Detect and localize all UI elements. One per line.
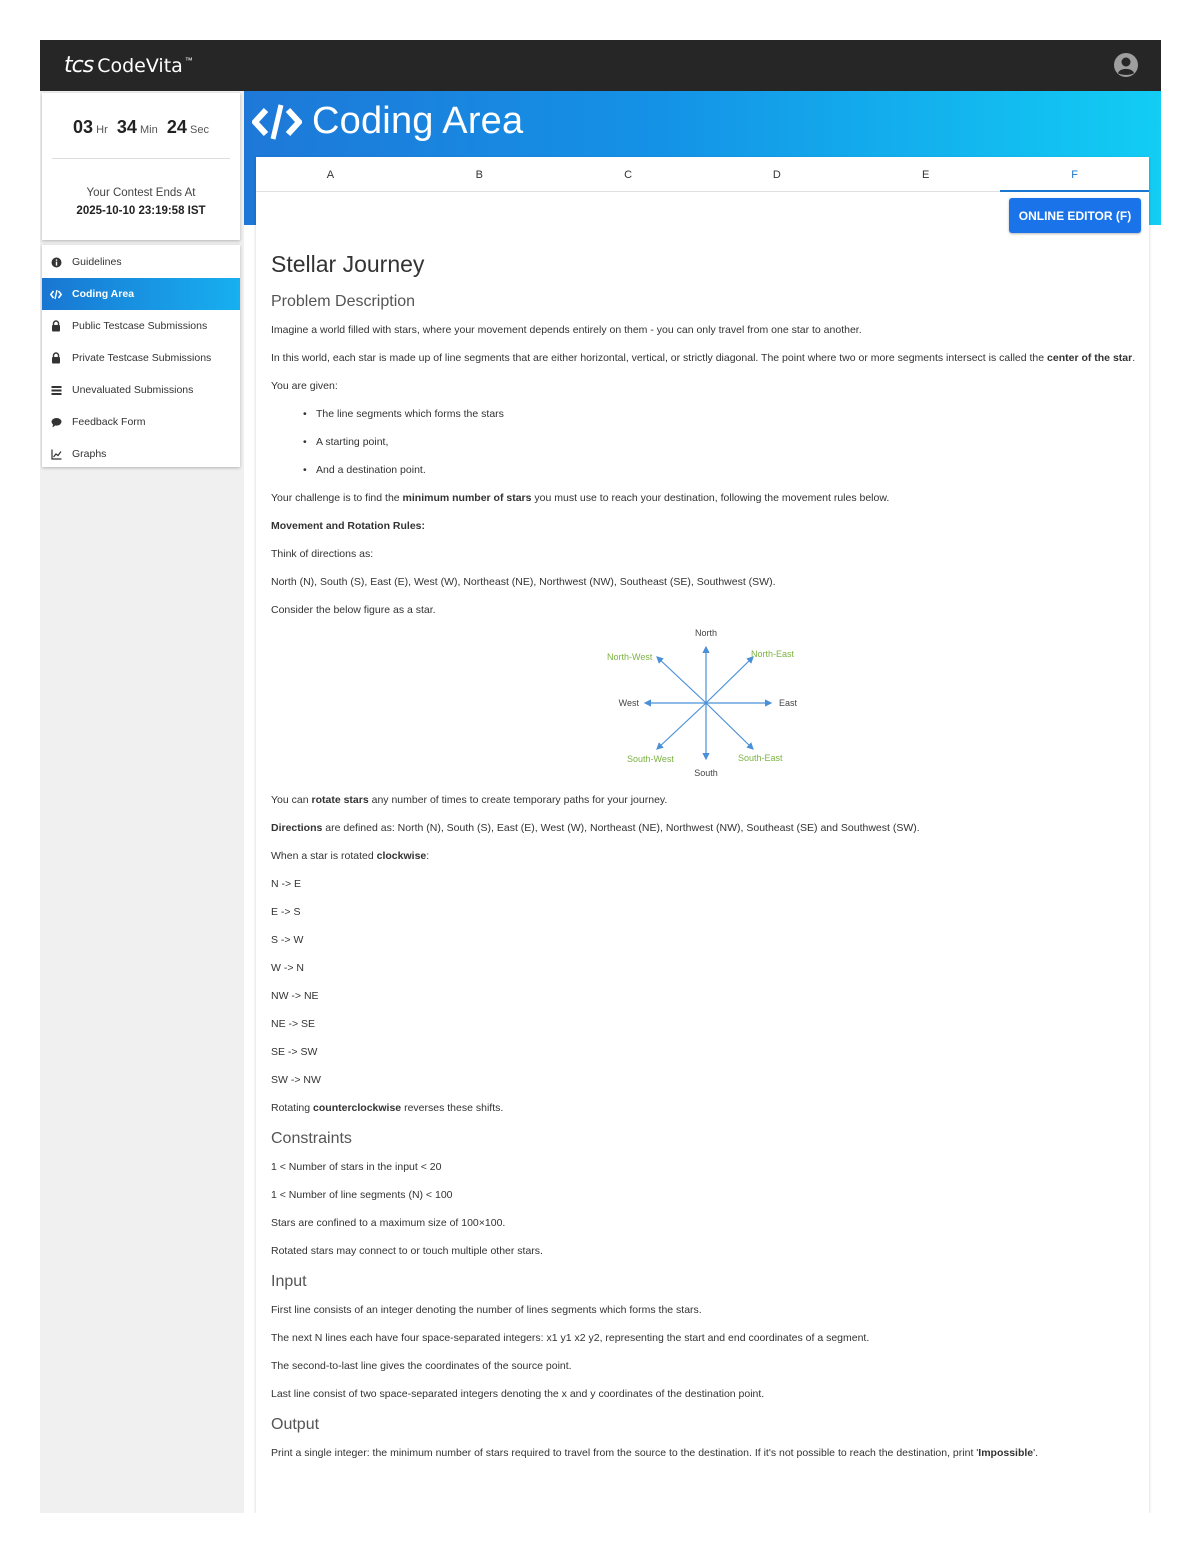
paragraph: In this world, each star is made up of line segments that are either horizontal, vertical, or strictly diagonal. The point where two or more segments intersect is called the center of the star. bbox=[271, 352, 1136, 364]
timer-divider bbox=[52, 158, 230, 159]
star-arm-north-east bbox=[706, 657, 753, 703]
list-item: • And a destination point. bbox=[316, 463, 1141, 477]
output-description: Print a single integer: the minimum number of stars required to travel from the source to the destination. If it's not possible to reach the destination, print 'Impossible'. bbox=[271, 1447, 1039, 1459]
sidebar-item-label: Guidelines bbox=[72, 256, 122, 268]
problem-card bbox=[256, 157, 1149, 1513]
tab-e[interactable]: E bbox=[922, 169, 930, 181]
rotation-rule: SE -> SW bbox=[271, 1046, 318, 1058]
logo-trademark: ™ bbox=[184, 56, 193, 65]
page-title-text: Coding Area bbox=[312, 100, 524, 142]
timer-seconds-unit: Sec bbox=[190, 124, 209, 136]
code-icon bbox=[252, 101, 302, 143]
info-icon bbox=[50, 256, 62, 268]
star-arm-south-west bbox=[657, 703, 706, 749]
lock-icon bbox=[50, 320, 62, 332]
tab-a[interactable]: A bbox=[326, 169, 335, 181]
paragraph: Consider the below figure as a star. bbox=[271, 604, 436, 616]
list-item: • The line segments which forms the stars bbox=[316, 407, 1141, 421]
timer-minutes: 34 bbox=[116, 117, 137, 137]
paragraph: North (N), South (S), East (E), West (W), Northeast (NE), Northwest (NW), Southeast (SE), Southwest (SW). bbox=[271, 576, 776, 588]
sidebar-item-unevaluated-submissions[interactable] bbox=[42, 374, 240, 406]
input-item: The second-to-last line gives the coordinates of the source point. bbox=[271, 1360, 572, 1372]
sidebar-item-coding-area[interactable] bbox=[42, 278, 240, 310]
label-south-west: South-West bbox=[627, 754, 674, 764]
tab-f[interactable]: F bbox=[1000, 157, 1149, 191]
given-list bbox=[271, 407, 1141, 477]
paragraph: Rotating counterclockwise reverses these shifts. bbox=[271, 1102, 504, 1114]
left-column bbox=[40, 91, 242, 1513]
label-east: East bbox=[779, 698, 798, 708]
logo-name: CodeVita bbox=[97, 55, 183, 77]
lock-icon bbox=[50, 352, 62, 364]
paragraph: You can rotate stars any number of times to create temporary paths for your journey. bbox=[271, 794, 668, 806]
rules-heading: Movement and Rotation Rules: bbox=[271, 520, 426, 532]
timer-seconds: 24 bbox=[166, 117, 187, 137]
paragraph: Directions are defined as: North (N), South (S), East (E), West (W), Northeast (NE), Northwest (NW), Southeast (SE) and Southwest (SW). bbox=[271, 822, 920, 834]
sidebar-item-public-testcase-submissions[interactable] bbox=[42, 310, 240, 342]
chat-icon bbox=[50, 416, 62, 428]
rotation-rule: W -> N bbox=[271, 962, 304, 974]
rotation-rule: SW -> NW bbox=[271, 1074, 321, 1086]
paragraph: Imagine a world filled with stars, where your movement depends entirely on them - you can only travel from one star to another. bbox=[271, 324, 862, 336]
user-account-icon[interactable] bbox=[1113, 52, 1139, 78]
paragraph: Your challenge is to find the minimum number of stars you must use to reach your destination, following the movement rules below. bbox=[271, 492, 890, 504]
chart-icon bbox=[50, 448, 62, 460]
label-north-west: North-West bbox=[607, 652, 653, 662]
sidebar-item-label: Feedback Form bbox=[72, 416, 146, 428]
top-bar bbox=[40, 40, 1161, 91]
problem-description-heading: Problem Description bbox=[271, 293, 416, 310]
paragraph: You are given: bbox=[271, 380, 338, 392]
sidebar-item-graphs[interactable] bbox=[42, 438, 240, 470]
page-title bbox=[252, 100, 523, 143]
sidebar-nav bbox=[42, 245, 240, 467]
label-south: South bbox=[694, 768, 718, 778]
code-icon bbox=[50, 288, 62, 300]
timer-card bbox=[42, 93, 240, 240]
constraint-item: Rotated stars may connect to or touch multiple other stars. bbox=[271, 1245, 543, 1257]
sidebar-item-feedback-form[interactable] bbox=[42, 406, 240, 438]
paragraph: Think of directions as: bbox=[271, 548, 374, 560]
timer-minutes-unit: Min bbox=[140, 124, 158, 136]
list-item: • A starting point, bbox=[316, 435, 1141, 449]
star-arm-north-west bbox=[657, 657, 706, 703]
rotation-rule: NE -> SE bbox=[271, 1018, 316, 1030]
constraints-heading: Constraints bbox=[271, 1130, 352, 1147]
input-item: First line consists of an integer denoting the number of lines segments which forms the stars. bbox=[271, 1304, 702, 1316]
contest-end-info bbox=[42, 184, 240, 220]
sidebar-item-label: Private Testcase Submissions bbox=[72, 352, 212, 364]
problem-tabs bbox=[256, 157, 1149, 192]
sidebar-item-private-testcase-submissions[interactable] bbox=[42, 342, 240, 374]
app-frame bbox=[40, 40, 1161, 1513]
star-arm-south-east bbox=[706, 703, 753, 749]
label-north: North bbox=[694, 628, 718, 638]
label-south-east: South-East bbox=[738, 753, 783, 763]
tab-d[interactable]: D bbox=[772, 169, 781, 181]
timer-hours: 03 bbox=[73, 117, 94, 137]
sidebar-item-label: Unevaluated Submissions bbox=[72, 384, 194, 396]
input-item: The next N lines each have four space-separated integers: x1 y1 x2 y2, representing the start and end coordinates of a segment. bbox=[271, 1332, 870, 1344]
input-heading: Input bbox=[271, 1273, 307, 1290]
constraint-item: 1 < Number of line segments (N) < 100 bbox=[271, 1189, 453, 1201]
online-editor-button[interactable]: ONLINE EDITOR (F) bbox=[1009, 198, 1141, 233]
rotation-rule: NW -> NE bbox=[271, 990, 319, 1002]
tab-c[interactable]: C bbox=[624, 169, 633, 181]
contest-ends-datetime: 2025-10-10 23:19:58 IST bbox=[76, 205, 206, 217]
problem-statement bbox=[271, 251, 1141, 1474]
output-heading: Output bbox=[271, 1416, 320, 1433]
paragraph: When a star is rotated clockwise: bbox=[271, 850, 430, 862]
sidebar-item-guidelines[interactable] bbox=[42, 246, 240, 278]
list-icon bbox=[50, 384, 62, 396]
sidebar-item-label: Coding Area bbox=[72, 288, 135, 300]
star-diagram bbox=[591, 627, 891, 783]
input-item: Last line consist of two space-separated integers denoting the x and y coordinates of the destination point. bbox=[271, 1388, 765, 1400]
label-west: West bbox=[618, 698, 639, 708]
tab-b[interactable]: B bbox=[475, 169, 483, 181]
countdown-timer bbox=[42, 117, 240, 138]
constraint-item: 1 < Number of stars in the input < 20 bbox=[271, 1161, 442, 1173]
rotation-rule: E -> S bbox=[271, 906, 301, 918]
sidebar-item-label: Public Testcase Submissions bbox=[72, 320, 208, 332]
sidebar-item-label: Graphs bbox=[72, 448, 107, 460]
main-area bbox=[244, 91, 1161, 1513]
label-north-east: North-East bbox=[751, 649, 795, 659]
constraint-item: Stars are confined to a maximum size of 100×100. bbox=[271, 1217, 506, 1229]
rotation-rule: S -> W bbox=[271, 934, 304, 946]
contest-ends-label: Your Contest Ends At bbox=[86, 187, 196, 199]
problem-title: Stellar Journey bbox=[271, 251, 425, 277]
logo-tcs: tcs bbox=[64, 53, 94, 78]
timer-hours-unit: Hr bbox=[96, 124, 108, 136]
logo[interactable] bbox=[64, 53, 193, 78]
rotation-rule: N -> E bbox=[271, 878, 302, 890]
